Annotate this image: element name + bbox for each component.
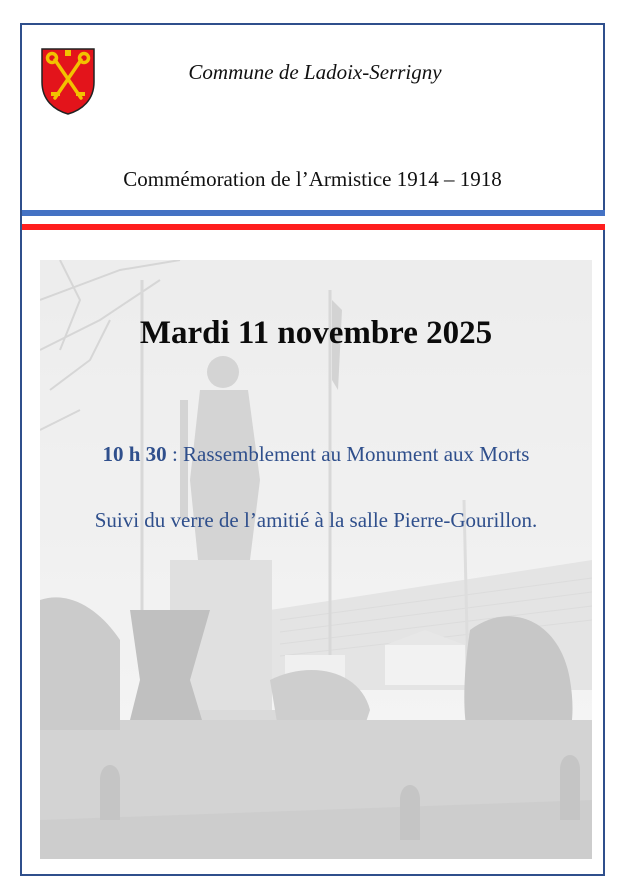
flag-stripe-red — [22, 224, 605, 230]
event-time: 10 h 30 — [102, 442, 167, 466]
event-reception-line: Suivi du verre de l’amitié à la salle Pierre-Gourillon. — [94, 508, 538, 532]
event-gathering: : Rassemblement au Monument aux Morts — [166, 442, 530, 466]
commune-name: Commune de Ladoix-Serrigny — [188, 60, 442, 84]
commemoration-title: Commémoration de l’Armistice 1914 – 1918 — [123, 167, 502, 191]
event-date: Mardi 11 novembre 2025 — [139, 315, 493, 351]
flag-stripe-white — [22, 216, 605, 224]
coat-of-arms-icon — [39, 46, 97, 116]
event-schedule-line — [40, 442, 592, 467]
